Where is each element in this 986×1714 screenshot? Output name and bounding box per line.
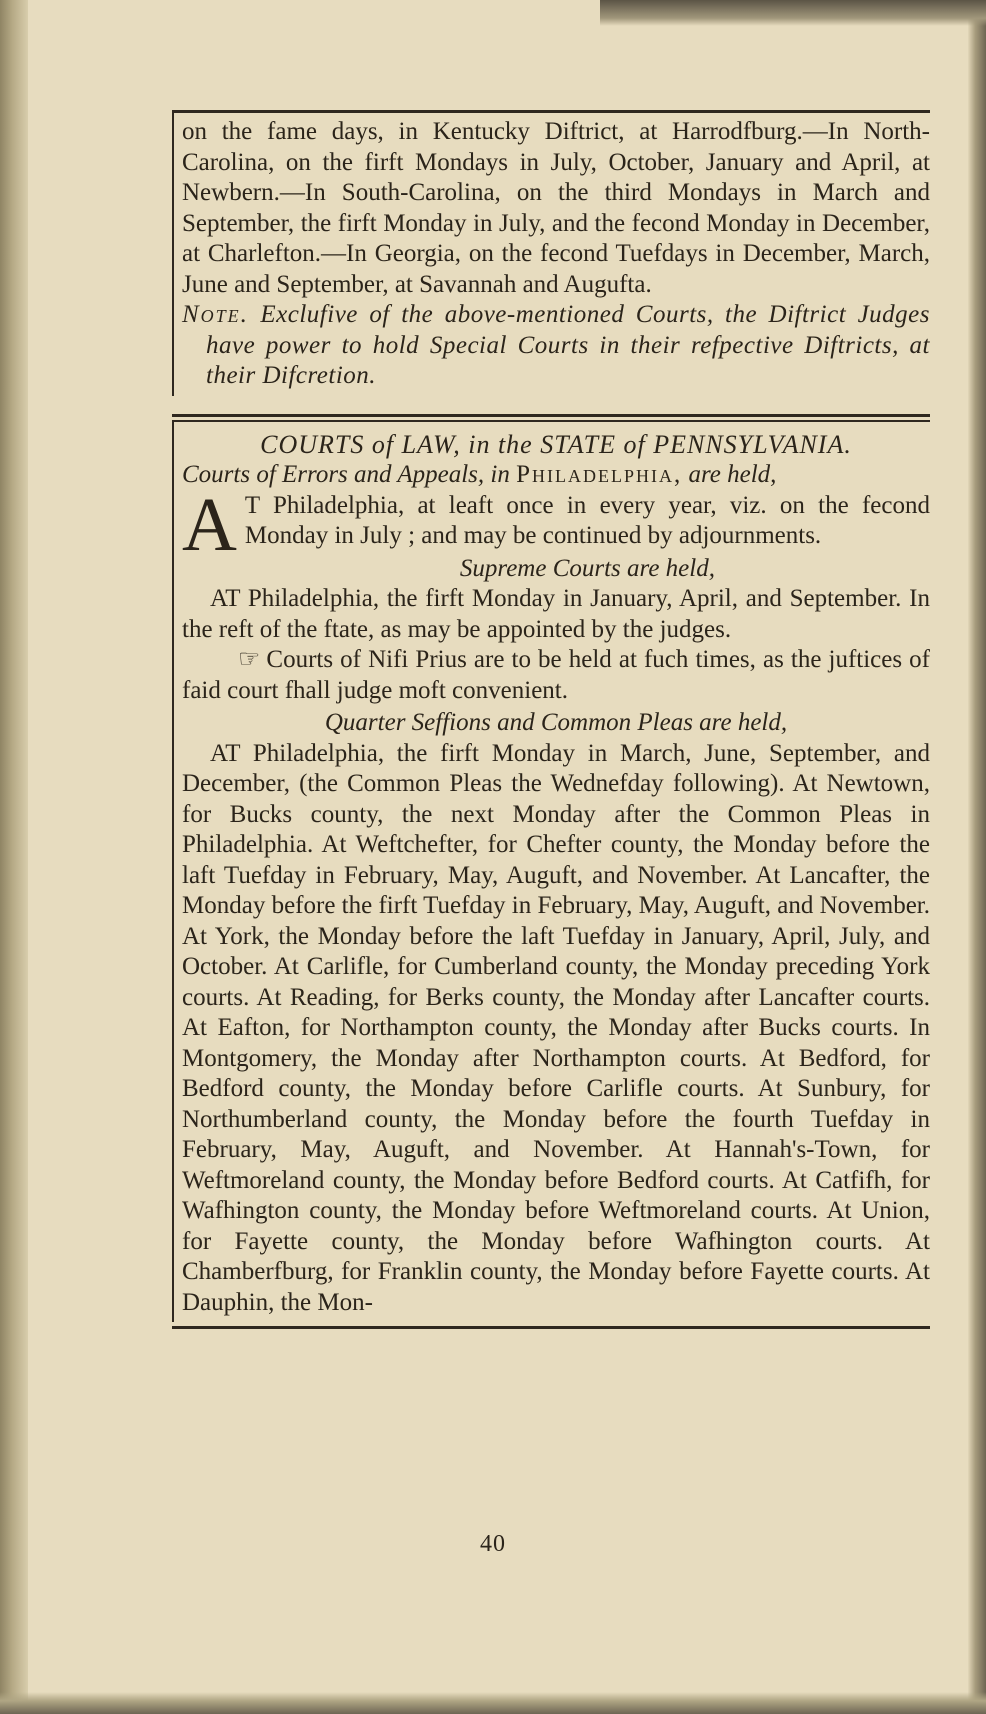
section-divider-rule: [172, 414, 930, 417]
note-label: Note.: [182, 301, 249, 328]
pennsylvania-section: [172, 422, 930, 1323]
book-binding-left: [0, 0, 28, 1714]
block-side-bar: [172, 113, 174, 396]
errors-appeals-text: T Philadelphia, at leaft once in every year, viz. on the fecond Monday in July ; and may be continued by adjournments.: [244, 491, 930, 549]
section-title: COURTS of LAW, in the STATE of PENNSYLVANIA.: [260, 429, 852, 459]
note-text: Exclufive of the above-mentioned Courts, the Diftrict Judges have power to hold Special Courts in their refpective Diftricts, at their Difcretion.: [206, 301, 931, 389]
pointing-hand-icon: ☞: [238, 646, 261, 673]
text-column: [172, 110, 930, 1329]
page-edge-bottom: [0, 1692, 986, 1714]
section-side-bar: [172, 422, 174, 1323]
supreme-courts-heading: Supreme Courts are held,: [459, 554, 715, 582]
page-number: 40: [480, 1531, 506, 1557]
quarter-sessions-heading: Quarter Seffions and Common Pleas are held,: [324, 709, 788, 736]
supreme-courts-text: AT Philadelphia, the firft Monday in January, April, and September. In the reft of the ftate, as may be appointed by the judges.: [182, 585, 930, 643]
note-paragraph: [182, 300, 930, 392]
drop-cap: A: [182, 482, 237, 567]
page-edge-top: [600, 0, 986, 26]
subtitle-lead: Courts of Errors and Appeals, in: [182, 461, 510, 488]
errors-appeals-paragraph: [182, 482, 930, 567]
subtitle-place: Philadelphia,: [516, 461, 683, 488]
nisi-prius-paragraph: [182, 645, 930, 706]
federal-courts-text: on the fame days, in Kentucky Diftrict, at Harrodfburg.—In North-Carolina, on the firft Mondays in July, October, January and April, at Newbern.—In South-Carolina, on the third Mondays in March and September, the firft Monday in July, and the fecond Monday in December, at Charlefton.—In Georgia, on the fecond Tuefdays in December, March, June and September, at Savannah and Augufta.: [182, 118, 930, 298]
federal-courts-block: [172, 113, 930, 396]
nisi-prius-text: Courts of Nifi Prius are to be held at fuch times, as the juftices of faid court fhall judge moft convenient.: [182, 646, 930, 704]
section-subtitle: [182, 460, 930, 491]
subtitle-tail: are held,: [688, 461, 777, 488]
bottom-rule: [172, 1326, 930, 1329]
book-binding-right: [968, 0, 986, 1714]
quarter-sessions-text: AT Philadelphia, the firft Monday in March, June, September, and December, (the Common Pleas the Wednefday following). At Newtown, for Bucks county, the next Monday after the Common Pleas in Philadelphia. At Weftchefter, for Chefter county, the Monday before the laft Tuefday in February, May, Auguft, and November. At Lancafter, the Monday before the firft Tuefday in February, May, Auguft, and November. At York, the Monday before the laft Tuefday in January, April, July, and October. At Carlifle, for Cumberland county, the Monday preceding York courts. At Reading, for Berks county, the Monday after Lancafter courts. At Eafton, for Northampton county, the Monday after Bucks courts. In Montgomery, the Monday after Northampton courts. At Bedford, for Bedford county, the Monday before Carlifle courts. At Sunbury, for Northumberland county, the Monday before the fourth Tuefday in February, May, Auguft, and November. At Hannah's-Town, for Weftmoreland county, the Monday before Bedford courts. At Catfifh, for Wafhington county, the Monday before Weftmoreland courts. At Union, for Fayette county, the Monday before Wafhington courts. At Chamberfburg, for Franklin county, the Monday before Fayette courts. At Dauphin, the Mon-: [182, 739, 930, 1316]
